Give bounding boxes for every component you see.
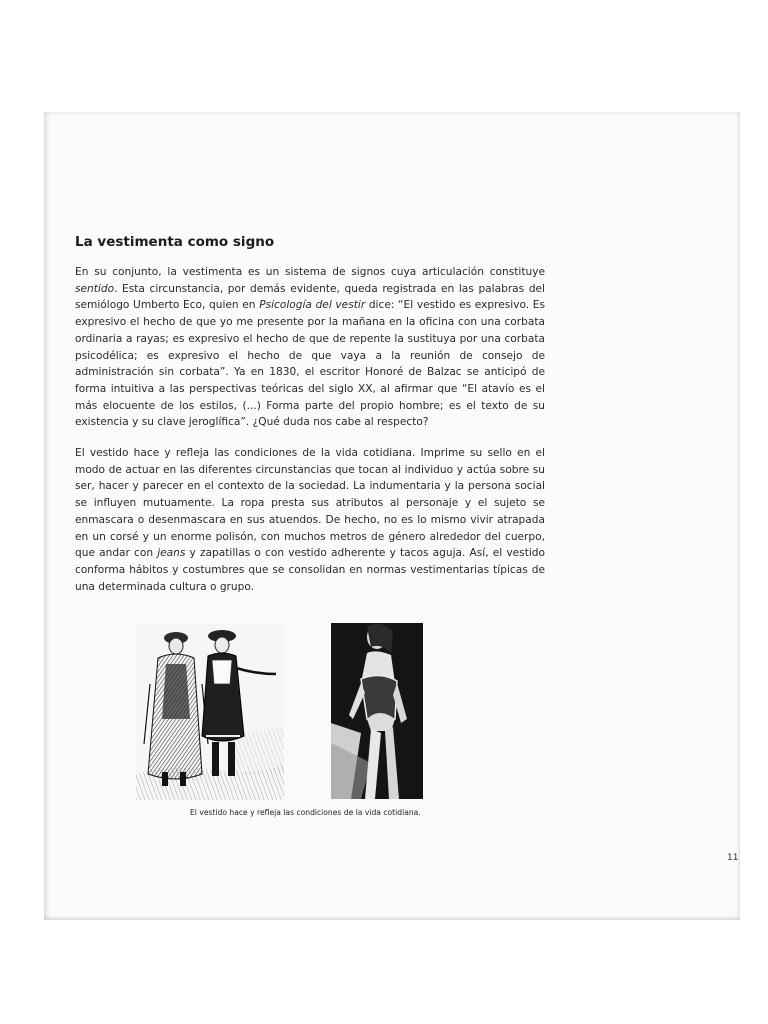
text-run: . Esta circunstancia, por demás evidente, queda registrada en las palabras del semiólogo Umberto Eco, quien en <box>75 282 545 312</box>
italic-text-run: Psicología del vestir <box>259 299 366 312</box>
italic-text-run: sentido <box>75 282 115 295</box>
page-number: 11 <box>727 853 739 863</box>
body-paragraph-2 <box>75 445 545 595</box>
swimsuit-photo <box>331 623 423 799</box>
engraving-illustration <box>136 624 284 800</box>
text-run: y zapatillas o con vestido adherente y tacos aguja. Así, el vestido conforma hábitos y costumbres que se consolidan en normas vestimentarias típicas de una determinada cultura o grupo. <box>75 547 545 593</box>
italic-text-run: jeans <box>157 547 186 560</box>
text-run: dice: “El vestido es expresivo. Es expresivo el hecho de que yo me presente por la mañana en la oficina con una corbata ordinaria a rayas; es expresivo el hecho de que de repente la sustituya por una corbata psicodélica; es expresivo el hecho de que vaya a la reunión de consejo de administración sin corbata”. Ya en 1830, el escritor Honoré de Balzac se anticipó de forma intuitiva a las perspectivas teóricas del siglo XX, al afirmar que “El atavío es el más elocuente de los estilos, (...) Forma parte del propio hombre; es el texto de su existencia y su clave jeroglífica”. ¿Qué duda nos cabe al respecto? <box>75 299 545 429</box>
text-run: En su conjunto, la vestimenta es un sistema de signos cuya articulación constituye <box>75 266 545 278</box>
figure-caption: El vestido hace y refleja las condiciones de la vida cotidiana. <box>190 808 421 817</box>
body-paragraph-1 <box>75 264 545 431</box>
section-heading: La vestimenta como signo <box>75 234 275 250</box>
text-run: El vestido hace y refleja las condiciones de la vida cotidiana. Imprime su sello en el modo de actuar en las diferentes circunstancias que tocan al individuo y actúa sobre su ser, hacer y parecer en el contexto de la sociedad. La indumentaria y la persona social se influyen mutuamente. La ropa presta sus atributos al personaje y el sujeto se enmascara o desenmascara en sus atuendos. De hecho, no es lo mismo vivir atrapada en un corsé y un enorme polisón, con muchos metros de género alrededor del cuerpo, que andar con <box>75 447 545 560</box>
